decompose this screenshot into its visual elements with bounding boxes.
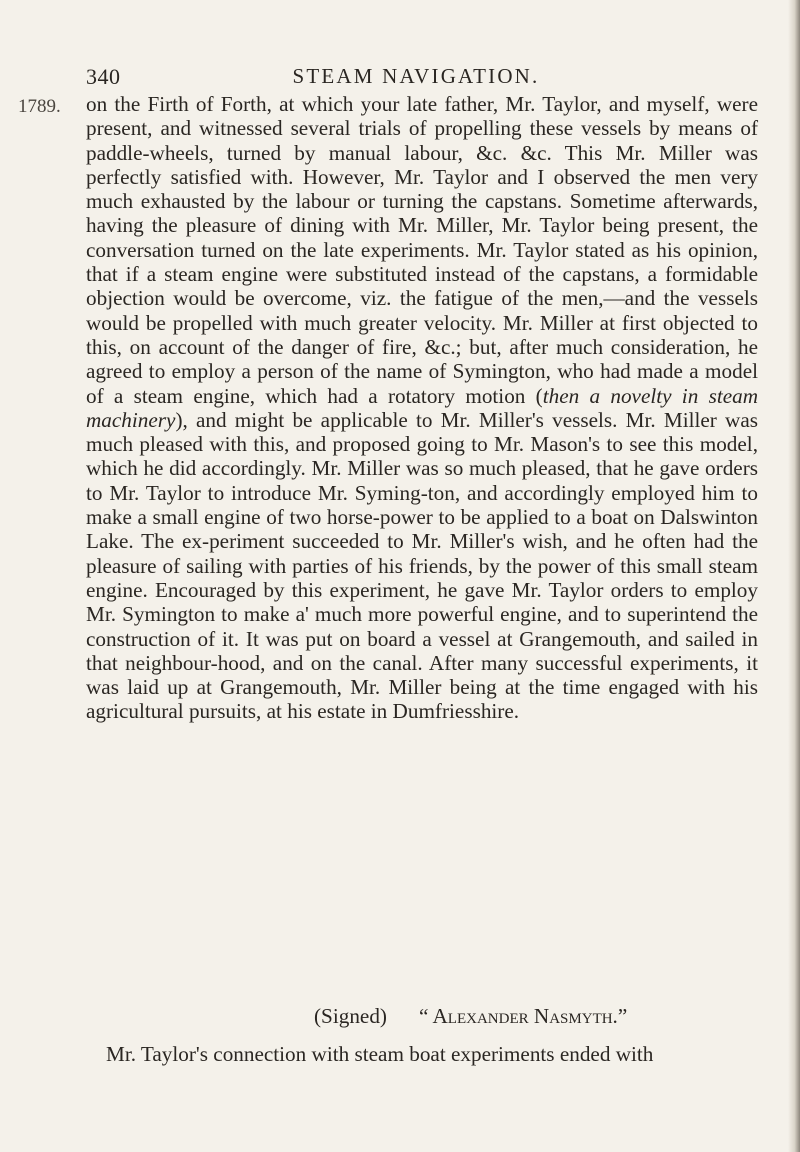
body-text: [86, 92, 758, 724]
body-text-part2: ), and might be applicable to Mr. Miller's vessels. Mr. Miller was much pleased with this, and proposed going to Mr. Mason's to see this model, which he did accordingly. Mr. Miller was so much pleased, that he gave orders to Mr. Taylor to introduce Mr. Syming-ton, and accordingly employed him to make a small engine of two horse-power to be applied to a boat on Dalswinton Lake. The ex-periment succeeded to Mr. Miller's wish, and he often had the pleasure of sailing with parties of his friends, by the power of this small steam engine. Encouraged by this experiment, he gave Mr. Taylor orders to employ Mr. Symington to make a' much more powerful engine, and to superintend the construction of it. It was put on board a vessel at Grangemouth, and sailed in that neighbour-hood, and on the canal. After many successful experiments, it was laid up at Grangemouth, Mr. Miller being at the time engaged with his agricultural pursuits, at his estate in Dumfriesshire.: [86, 407, 758, 724]
body-paragraph: [86, 92, 758, 724]
closing-line: Mr. Taylor's connection with steam boat experiments ended with: [106, 1042, 654, 1066]
page-number: 340: [86, 64, 121, 89]
body-text-part1: on the Firth of Forth, at which your late father, Mr. Taylor, and myself, were present, and witnessed several trials of propelling these vessels by means of paddle-wheels, turned by manual labour, &c. &c. This Mr. Miller was perfectly satisfied with. However, Mr. Taylor and I observed the men very much exhausted by the labour or turning the capstans. Sometime afterwards, having the pleasure of dining with Mr. Miller, Mr. Taylor being present, the conversation turned on the late experiments. Mr. Taylor stated as his opinion, that if a steam engine were substituted instead of the capstans, a formidable objection would be overcome, viz. the fatigue of the men,—and the vessels would be propelled with much greater velocity. Mr. Miller at first objected to this, on account of the danger of fire, &c.; but, after much consideration, he agreed to employ a person of the name of Symington, who had made a model of a steam engine, which had a rotatory motion (: [86, 92, 758, 408]
margin-year: 1789.: [18, 96, 61, 117]
running-head: STEAM NAVIGATION.: [292, 64, 540, 88]
signature-name: “ Alexander Nasmyth.”: [418, 1004, 628, 1028]
signature-line: [314, 1004, 627, 1029]
page-edge-shadow: [788, 0, 800, 1152]
signed-label: (Signed): [314, 1004, 387, 1028]
page-header: [76, 64, 756, 90]
body-italic-phrase: then a novelty in steam machinery: [86, 383, 758, 432]
